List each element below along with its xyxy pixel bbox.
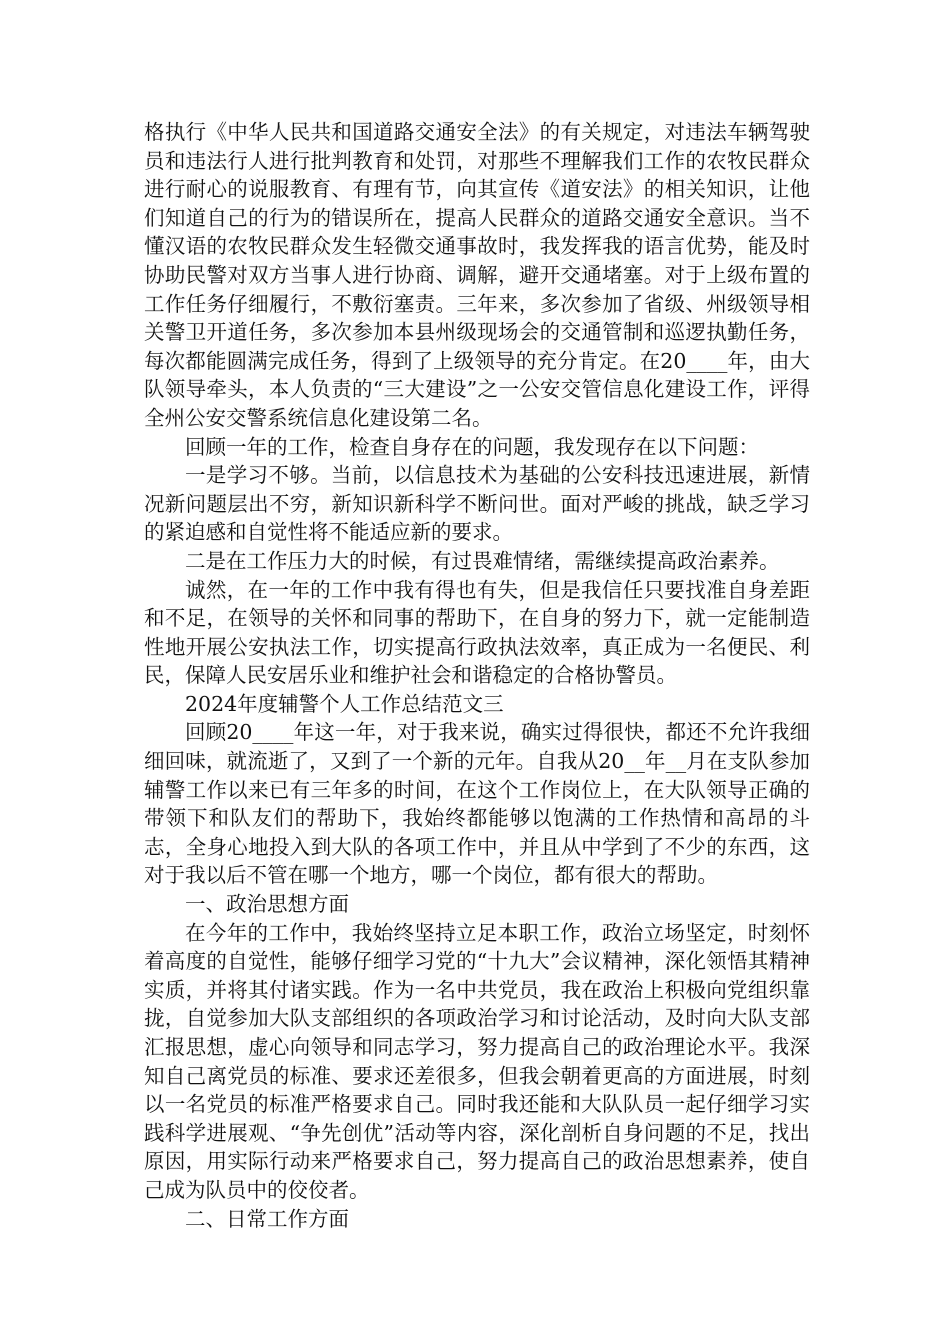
heading-daily-work: 二、日常工作方面 [185, 1206, 349, 1231]
section-title-sample-three: 2024年度辅警个人工作总结范文三 [185, 691, 504, 716]
paragraph-traffic-law-enforcement: 格执行《中华人民共和国道路交通安全法》的有关规定，对违法车辆驾驶员和违法行人进行批判教育和处罚，对那些不理解我们工作的农牧民群众进行耐心的说服教育、有理有节，向其宣传《道安法》的相关知识，让他们知道自己的行为的错误所在，提高人民群众的道路交通安全意识。当不懂汉语的农牧民群众发生轻微交通事故时，我发挥我的语言优势，能及时协助民警对双方当事人进行协商、调解，避开交通堵塞。对于上级布置的工作任务仔细履行，不敷衍塞责。三年来，多次参加了省级、州级领导相关警卫开道任务，多次参加本县州级现场会的交通管制和巡逻执勤任务，每次都能圆满完成任务，得到了上级领导的充分肯定。在20____年，由大队领导牵头，本人负责的“三大建设”之一公安交管信息化建设工作，评得全州公安交警系统信息化建设第二名。 [144, 120, 810, 430]
document-body [144, 118, 810, 1233]
heading-political-thought: 一、政治思想方面 [185, 892, 349, 917]
paragraph-problem-two-pressure: 二是在工作压力大的时候，有过畏难情绪，需继续提高政治素养。 [185, 548, 780, 573]
paragraph-problem-one-learning: 一是学习不够。当前，以信息技术为基础的公安科技迅速进展，新情况新问题层出不穷，新知识新科学不断问世。面对严峻的挑战，缺乏学习的紧迫感和自觉性将不能适应新的要求。 [144, 463, 810, 545]
paragraph-year-review: 回顾20____年这一年，对于我来说，确实过得很快，都还不允许我细细回味，就流逝了，又到了一个新的元年。自我从20__年__月在支队参加辅警工作以来已有三年多的时间，在这个工作岗位上，在大队领导正确的带领下和队友们的帮助下，我始终都能够以饱满的工作热情和高昂的斗志，全身心地投入到大队的各项工作中，并且从中学到了不少的东西，这对于我以后不管在哪一个地方，哪一个岗位，都有很大的帮助。 [144, 720, 810, 888]
paragraph-review-problems-intro: 回顾一年的工作，检查自身存在的问题，我发现存在以下问题： [185, 434, 759, 459]
paragraph-political-thought: 在今年的工作中，我始终坚持立足本职工作，政治立场坚定，时刻怀着高度的自觉性，能够仔细学习党的“十九大”会议精神，深化领悟其精神实质，并将其付诸实践。作为一名中共党员，我在政治上积极向党组织靠拢，自觉参加大队支部组织的各项政治学习和讨论活动，及时向大队支部汇报思想，虚心向领导和同志学习，努力提高自己的政治理论水平。我深知自己离党员的标准、要求还差很多，但我会朝着更高的方面进展，时刻以一名党员的标准严格要求自己。同时我还能和大队队员一起仔细学习实践科学进展观、“争先创优”活动等内容，深化剖析自身问题的不足，找出原因，用实际行动来严格要求自己，努力提高自己的政治思想素养，使自己成为队员中的佼佼者。 [144, 920, 810, 1202]
paragraph-conclusion: 诚然，在一年的工作中我有得也有失，但是我信任只要找准自身差距和不足，在领导的关怀和同事的帮助下，在自身的努力下，就一定能制造性地开展公安执法工作，切实提高行政执法效率，真正成为一名便民、利民，保障人民安居乐业和维护社会和谐稳定的合格协警员。 [144, 577, 810, 688]
